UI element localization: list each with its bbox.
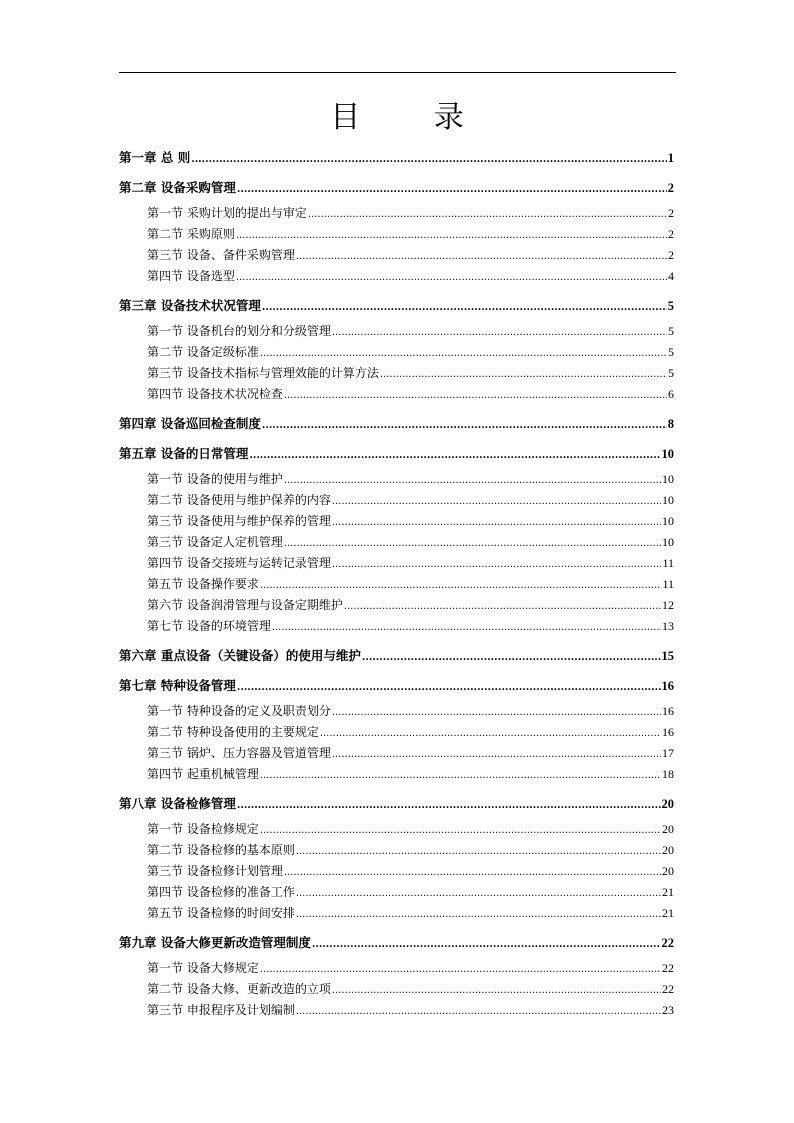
toc-page-number: 22 <box>662 961 674 975</box>
toc-chapter-entry[interactable] <box>119 412 674 435</box>
toc-chapter-entry[interactable] <box>119 644 674 667</box>
toc-entry-label: 第二章 设备采购管理 <box>119 180 236 195</box>
toc-page-number: 21 <box>662 885 674 899</box>
toc-dot-leader <box>237 676 661 699</box>
toc-page-number: 11 <box>662 556 674 570</box>
toc-chapter-entry[interactable] <box>119 146 674 169</box>
toc-section-entry[interactable] <box>119 574 674 595</box>
toc-dot-leader <box>296 841 661 862</box>
toc-page-number: 10 <box>662 493 674 507</box>
toc-page-number: 20 <box>661 797 674 811</box>
toc-page-number: 2 <box>667 181 674 195</box>
toc-page-number: 18 <box>662 767 674 781</box>
toc-dot-leader <box>284 470 661 491</box>
toc-entry-label: 第一节 设备检修规定 <box>147 822 259 836</box>
toc-dot-leader <box>296 246 667 267</box>
toc-dot-leader <box>249 444 660 467</box>
toc-section-entry[interactable] <box>119 722 674 743</box>
toc-page-number: 20 <box>662 822 674 836</box>
toc-entry-label: 第二节 设备使用与维护保养的内容 <box>147 493 331 507</box>
toc-dot-leader <box>308 204 667 225</box>
toc-section-entry[interactable] <box>119 321 674 342</box>
toc-dot-leader <box>332 554 662 575</box>
toc-dot-leader <box>262 414 667 437</box>
toc-section-entry[interactable] <box>119 363 674 384</box>
toc-dot-leader <box>332 322 667 343</box>
toc-page-number: 16 <box>662 704 674 718</box>
toc-page-number: 17 <box>662 746 674 760</box>
toc-entry-label: 第一节 特种设备的定义及职责划分 <box>147 704 331 718</box>
toc-chapter-entry[interactable] <box>119 674 674 697</box>
toc-entry-label: 第一节 设备大修规定 <box>147 961 259 975</box>
toc-page-number: 13 <box>662 619 674 633</box>
toc-page-number: 22 <box>662 982 674 996</box>
toc-dot-leader <box>260 765 661 786</box>
toc-entry-label: 第二节 特种设备使用的主要规定 <box>147 725 319 739</box>
toc-page-number: 16 <box>662 725 674 739</box>
toc-section-entry[interactable] <box>119 701 674 722</box>
toc-entry-label: 第五章 设备的日常管理 <box>119 446 249 461</box>
toc-section-entry[interactable] <box>119 979 674 1000</box>
toc-dot-leader <box>332 491 661 512</box>
toc-page-number: 16 <box>661 679 674 693</box>
toc-entry-label: 第二节 采购原则 <box>147 227 235 241</box>
toc-section-entry[interactable] <box>119 266 674 287</box>
toc-dot-leader <box>296 1001 661 1022</box>
toc-page-number: 11 <box>662 577 674 591</box>
toc-section-entry[interactable] <box>119 1000 674 1021</box>
toc-page-number: 6 <box>668 387 674 401</box>
toc-dot-leader <box>332 702 661 723</box>
toc-dot-leader <box>260 575 662 596</box>
toc-section-entry[interactable] <box>119 616 674 637</box>
toc-page-number: 10 <box>662 472 674 486</box>
toc-section-entry[interactable] <box>119 490 674 511</box>
toc-entry-label: 第二节 设备检修的基本原则 <box>147 843 295 857</box>
toc-entry-label: 第三节 设备、备件采购管理 <box>147 248 295 262</box>
toc-page-number: 5 <box>668 366 674 380</box>
toc-section-entry[interactable] <box>119 511 674 532</box>
toc-page-number: 21 <box>662 906 674 920</box>
toc-entry-label: 第七章 特种设备管理 <box>119 678 236 693</box>
toc-dot-leader <box>284 385 667 406</box>
toc-section-entry[interactable] <box>119 764 674 785</box>
toc-page-number: 15 <box>661 649 674 663</box>
toc-section-entry[interactable] <box>119 958 674 979</box>
toc-dot-leader <box>332 744 661 765</box>
toc-entry-label: 第三节 设备定人定机管理 <box>147 535 283 549</box>
toc-page-number: 12 <box>662 598 674 612</box>
toc-entry-label: 第四节 设备选型 <box>147 269 235 283</box>
toc-chapter-entry[interactable] <box>119 442 674 465</box>
toc-section-entry[interactable] <box>119 384 674 405</box>
toc-dot-leader <box>320 723 661 744</box>
toc-entry-label: 第三节 设备技术指标与管理效能的计算方法 <box>147 366 379 380</box>
toc-entry-label: 第三节 申报程序及计划编制 <box>147 1003 295 1017</box>
toc-section-entry[interactable] <box>119 532 674 553</box>
toc-entry-label: 第五节 设备操作要求 <box>147 577 259 591</box>
toc-entry-label: 第一节 设备机台的划分和分级管理 <box>147 324 331 338</box>
toc-page-number: 2 <box>668 227 674 241</box>
toc-page-number: 20 <box>662 843 674 857</box>
toc-dot-leader <box>262 296 667 319</box>
toc-entry-label: 第五节 设备检修的时间安排 <box>147 906 295 920</box>
toc-entry-label: 第四节 起重机械管理 <box>147 767 259 781</box>
table-of-contents <box>119 146 674 1021</box>
toc-entry-label: 第四节 设备技术状况检查 <box>147 387 283 401</box>
toc-page-number: 8 <box>667 417 674 431</box>
toc-dot-leader <box>380 364 667 385</box>
toc-page-number: 4 <box>668 269 674 283</box>
toc-dot-leader <box>312 933 661 956</box>
toc-page-number: 10 <box>661 447 674 461</box>
toc-dot-leader <box>260 959 661 980</box>
toc-entry-label: 第九章 设备大修更新改造管理制度 <box>119 935 311 950</box>
toc-entry-label: 第三节 设备使用与维护保养的管理 <box>147 514 331 528</box>
toc-section-entry[interactable] <box>119 245 674 266</box>
toc-dot-leader <box>272 617 661 638</box>
toc-chapter-entry[interactable] <box>119 176 674 199</box>
toc-page-number: 20 <box>662 864 674 878</box>
toc-section-entry[interactable] <box>119 203 674 224</box>
toc-section-entry[interactable] <box>119 819 674 840</box>
toc-page-number: 10 <box>662 535 674 549</box>
toc-chapter-entry[interactable] <box>119 294 674 317</box>
toc-dot-leader <box>332 980 661 1001</box>
toc-dot-leader <box>237 794 661 817</box>
toc-page-number: 5 <box>668 324 674 338</box>
toc-entry-label: 第三节 锅炉、压力容器及管道管理 <box>147 746 331 760</box>
toc-section-entry[interactable] <box>119 342 674 363</box>
toc-section-entry[interactable] <box>119 553 674 574</box>
toc-section-entry[interactable] <box>119 903 674 924</box>
toc-dot-leader <box>236 267 667 288</box>
toc-section-entry[interactable] <box>119 840 674 861</box>
toc-dot-leader <box>284 533 661 554</box>
toc-entry-label: 第一节 设备的使用与维护 <box>147 472 283 486</box>
toc-entry-label: 第二节 设备大修、更新改造的立项 <box>147 982 331 996</box>
toc-entry-label: 第一节 采购计划的提出与审定 <box>147 206 307 220</box>
toc-entry-label: 第三节 设备检修计划管理 <box>147 864 283 878</box>
toc-dot-leader <box>296 883 661 904</box>
toc-entry-label: 第一章 总 则 <box>119 150 191 165</box>
toc-section-entry[interactable] <box>119 224 674 245</box>
toc-page-number: 2 <box>668 248 674 262</box>
toc-section-entry[interactable] <box>119 743 674 764</box>
toc-section-entry[interactable] <box>119 469 674 490</box>
page-title: 目 录 <box>330 100 496 135</box>
toc-page-number: 10 <box>662 514 674 528</box>
toc-entry-label: 第六节 设备润滑管理与设备定期维护 <box>147 598 343 612</box>
toc-entry-label: 第二节 设备定级标准 <box>147 345 259 359</box>
toc-entry-label: 第六章 重点设备（关键设备）的使用与维护 <box>119 648 361 663</box>
toc-dot-leader <box>237 178 667 201</box>
toc-dot-leader <box>191 148 667 171</box>
toc-dot-leader <box>344 596 661 617</box>
toc-page-number: 5 <box>667 299 674 313</box>
toc-page-number: 22 <box>661 936 674 950</box>
toc-dot-leader <box>362 646 661 669</box>
toc-entry-label: 第八章 设备检修管理 <box>119 796 236 811</box>
toc-page-number: 1 <box>667 151 674 165</box>
toc-page-number: 5 <box>668 345 674 359</box>
toc-section-entry[interactable] <box>119 595 674 616</box>
toc-dot-leader <box>284 862 661 883</box>
toc-dot-leader <box>260 820 661 841</box>
toc-page-number: 23 <box>662 1003 674 1017</box>
toc-section-entry[interactable] <box>119 861 674 882</box>
toc-entry-label: 第七节 设备的环境管理 <box>147 619 271 633</box>
toc-page-number: 2 <box>668 206 674 220</box>
toc-entry-label: 第四节 设备检修的准备工作 <box>147 885 295 899</box>
toc-chapter-entry[interactable] <box>119 792 674 815</box>
toc-dot-leader <box>236 225 667 246</box>
toc-entry-label: 第四章 设备巡回检查制度 <box>119 416 261 431</box>
toc-entry-label: 第四节 设备交接班与运转记录管理 <box>147 556 331 570</box>
toc-dot-leader <box>260 343 667 364</box>
toc-dot-leader <box>296 904 661 925</box>
toc-section-entry[interactable] <box>119 882 674 903</box>
toc-entry-label: 第三章 设备技术状况管理 <box>119 298 261 313</box>
toc-dot-leader <box>332 512 661 533</box>
header-rule <box>119 72 676 73</box>
toc-chapter-entry[interactable] <box>119 931 674 954</box>
